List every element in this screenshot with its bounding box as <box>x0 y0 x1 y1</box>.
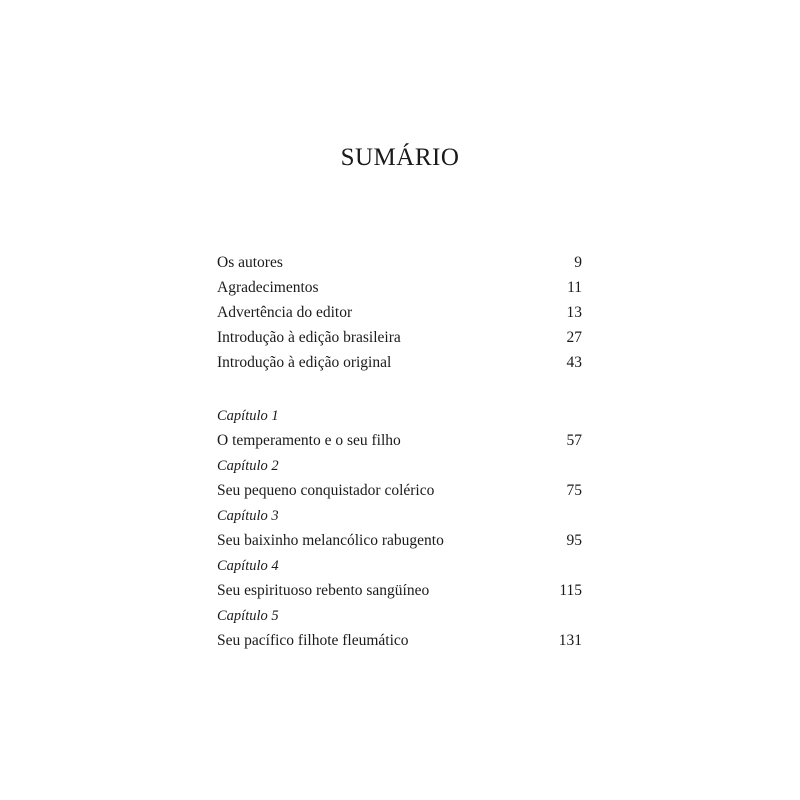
chapter-title: Seu pacífico filhote fleumático <box>217 632 409 649</box>
toc-entry <box>217 350 582 375</box>
toc-entry-label: Introdução à edição brasileira <box>217 329 401 346</box>
toc-entry <box>217 275 582 300</box>
toc-entry-label: Os autores <box>217 254 283 271</box>
chapter-number: Capítulo 2 <box>217 458 279 474</box>
toc-entry <box>217 325 582 350</box>
chapter-title: Seu baixinho melancólico rabugento <box>217 532 444 549</box>
chapter-entry <box>217 404 582 454</box>
toc-entry-page: 57 <box>566 432 582 449</box>
chapter-title: Seu pequeno conquistador colérico <box>217 482 435 499</box>
toc-entry <box>217 250 582 275</box>
page-title: SUMÁRIO <box>340 144 460 171</box>
toc-entry-label: Introdução à edição original <box>217 354 392 371</box>
chapter-number: Capítulo 3 <box>217 508 279 524</box>
toc-entry <box>217 428 582 454</box>
chapter-number: Capítulo 4 <box>217 558 279 574</box>
chapter-entry <box>217 504 582 554</box>
toc-entry-page: 95 <box>566 532 582 549</box>
front-matter-list <box>217 250 582 375</box>
toc-entry-page: 75 <box>566 482 582 499</box>
toc-entry-label: Advertência do editor <box>217 304 353 321</box>
chapter-title: O temperamento e o seu filho <box>217 432 401 449</box>
chapter-title: Seu espirituoso rebento sangüíneo <box>217 582 430 599</box>
toc-entry-page: 9 <box>574 254 582 271</box>
toc-entry-page: 115 <box>559 582 582 599</box>
chapter-number: Capítulo 1 <box>217 408 279 424</box>
toc-entry <box>217 628 582 654</box>
toc-entry <box>217 478 582 504</box>
chapter-entry <box>217 604 582 654</box>
toc-entry <box>217 528 582 554</box>
chapter-entry <box>217 454 582 504</box>
toc-entry-label: Agradecimentos <box>217 279 319 296</box>
toc-entry-page: 131 <box>558 632 582 649</box>
toc-entry-page: 43 <box>566 354 582 371</box>
toc-entry <box>217 300 582 325</box>
chapter-number: Capítulo 5 <box>217 608 279 624</box>
toc-entry <box>217 578 582 604</box>
toc-entry-page: 11 <box>567 279 582 296</box>
chapter-list <box>217 404 582 654</box>
toc-entry-page: 13 <box>566 304 582 321</box>
chapter-entry <box>217 554 582 604</box>
toc-entry-page: 27 <box>566 329 582 346</box>
